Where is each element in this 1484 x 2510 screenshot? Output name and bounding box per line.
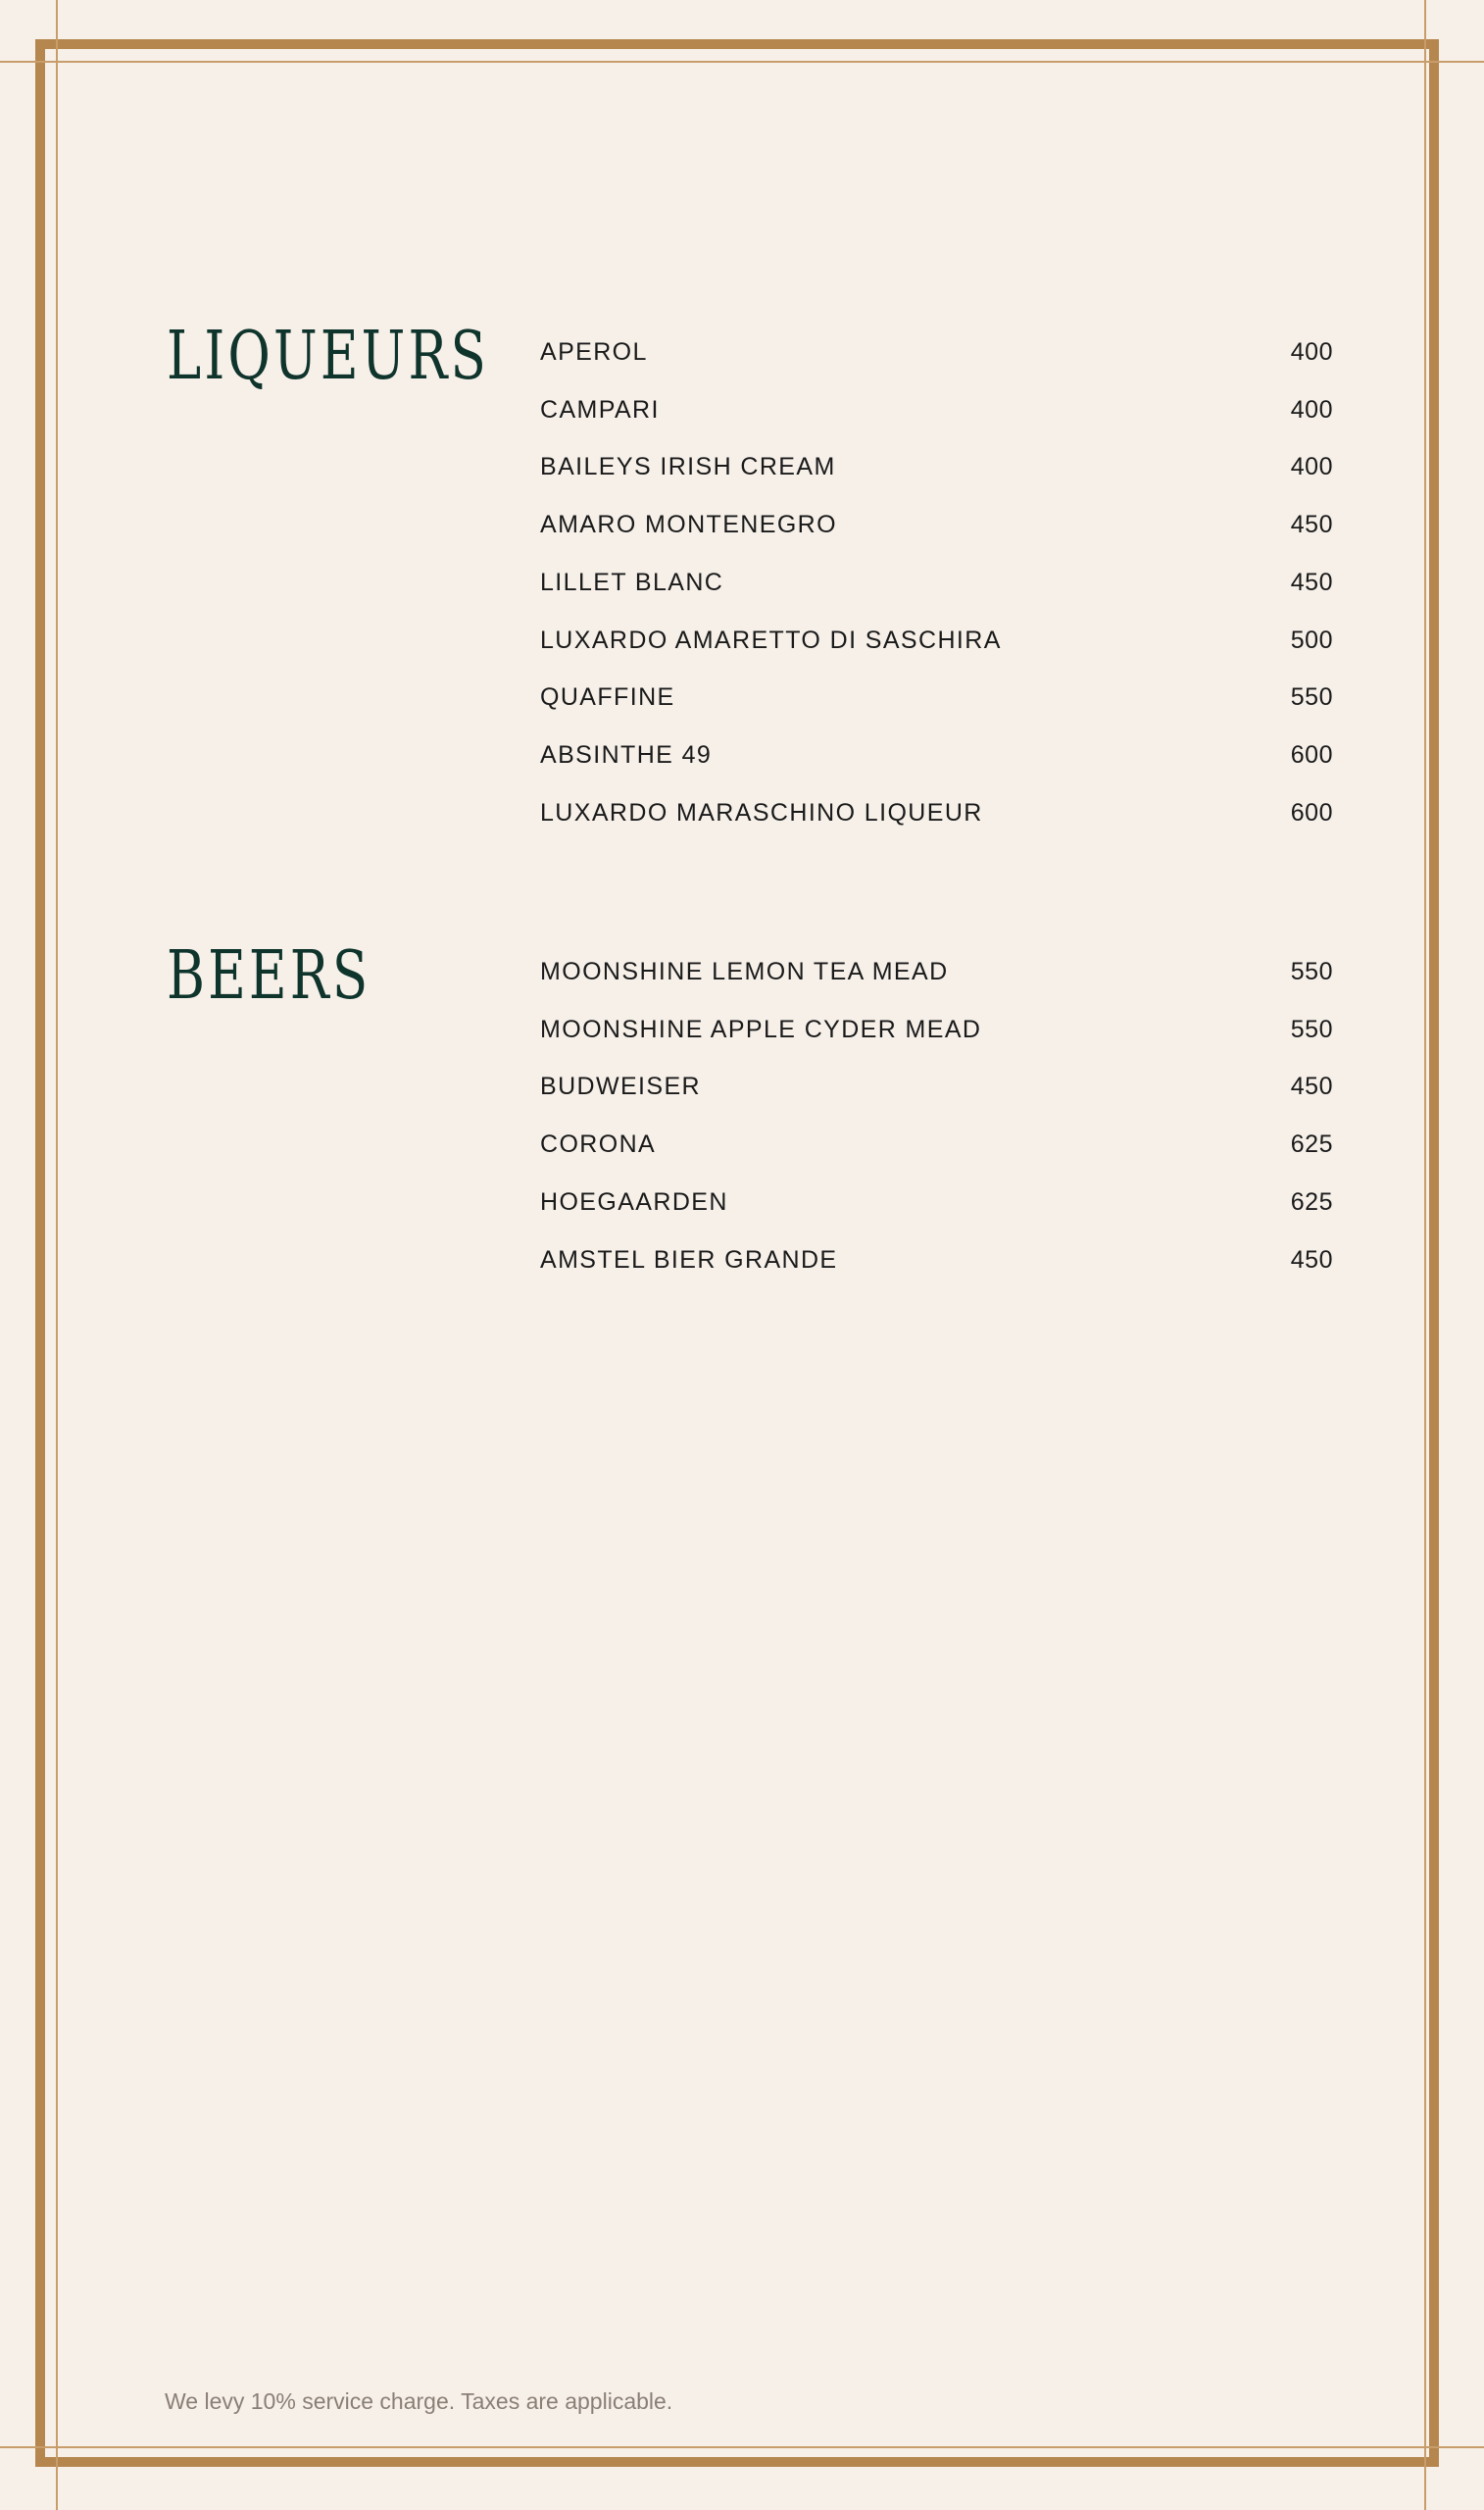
item-name: LILLET BLANC (540, 568, 724, 596)
item-name: MOONSHINE APPLE CYDER MEAD (540, 1015, 982, 1043)
item-name: LUXARDO AMARETTO DI SASCHIRA (540, 626, 1002, 654)
menu-item-list (540, 943, 1333, 1289)
item-price: 450 (1290, 511, 1333, 539)
section-title: LIQUEURS (167, 318, 490, 395)
menu-item (540, 439, 1333, 497)
menu-item (540, 1001, 1333, 1059)
item-name: BUDWEISER (540, 1073, 702, 1101)
menu-item (540, 496, 1333, 554)
menu-item (540, 1116, 1333, 1174)
menu-item (540, 1231, 1333, 1289)
item-name: CORONA (540, 1130, 657, 1159)
item-name: BAILEYS IRISH CREAM (540, 453, 836, 481)
item-price: 450 (1290, 568, 1333, 596)
item-name: HOEGAARDEN (540, 1187, 728, 1216)
menu-item (540, 943, 1333, 1001)
item-price: 500 (1290, 626, 1333, 654)
frame-line-right (1424, 0, 1426, 2510)
menu-item (540, 1059, 1333, 1117)
menu-item (540, 1174, 1333, 1231)
item-name: AMSTEL BIER GRANDE (540, 1245, 838, 1274)
item-name: APEROL (540, 337, 648, 366)
menu-item (540, 727, 1333, 784)
item-price: 450 (1290, 1073, 1333, 1101)
item-price: 400 (1290, 453, 1333, 481)
item-price: 600 (1290, 741, 1333, 770)
menu-item (540, 554, 1333, 612)
frame-line-left (56, 0, 58, 2510)
item-price: 625 (1290, 1130, 1333, 1159)
item-price: 550 (1290, 957, 1333, 985)
menu-item (540, 612, 1333, 670)
menu-item (540, 784, 1333, 842)
item-price: 625 (1290, 1187, 1333, 1216)
item-name: ABSINTHE 49 (540, 741, 713, 770)
item-price: 400 (1290, 337, 1333, 366)
item-price: 400 (1290, 395, 1333, 424)
item-price: 450 (1290, 1245, 1333, 1274)
item-name: CAMPARI (540, 395, 660, 424)
item-name: MOONSHINE LEMON TEA MEAD (540, 957, 949, 985)
item-name: LUXARDO MARASCHINO LIQUEUR (540, 798, 983, 827)
frame-line-top (0, 61, 1484, 63)
service-charge-note: We levy 10% service charge. Taxes are applicable. (165, 2388, 673, 2414)
menu-item-list (540, 324, 1333, 842)
item-price: 550 (1290, 1015, 1333, 1043)
frame-line-bottom (0, 2446, 1484, 2448)
menu-item (540, 324, 1333, 381)
section-title: BEERS (167, 937, 371, 1015)
item-price: 600 (1290, 798, 1333, 827)
item-name: AMARO MONTENEGRO (540, 511, 837, 539)
item-name: QUAFFINE (540, 683, 675, 712)
menu-item (540, 381, 1333, 439)
item-price: 550 (1290, 683, 1333, 712)
menu-item (540, 670, 1333, 728)
